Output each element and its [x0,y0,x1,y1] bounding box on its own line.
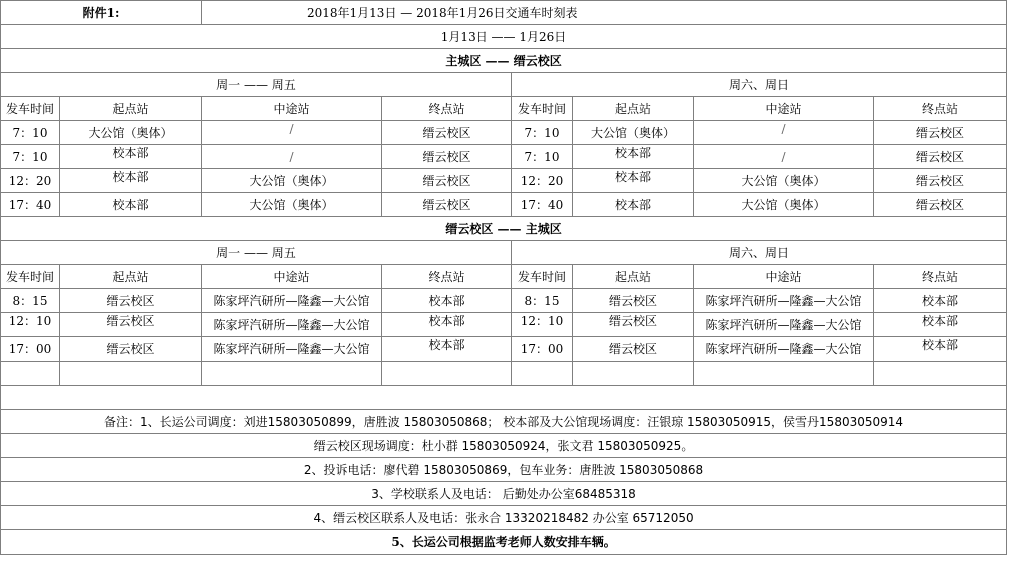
header-via-station: 中途站 [202,97,382,121]
end-station: 校本部 [382,337,512,362]
page-title: 2018年1月13日 — 2018年1月26日交通车时刻表 [202,1,1007,25]
departure-time: 12：10 [1,313,60,337]
table-row [1,169,1007,193]
note-1-continued: 缙云校区现场调度：杜小群 15803050924，张文君 15803050925。 [1,434,1007,458]
header-departure-time: 发车时间 [1,265,60,289]
via-station: 陈家坪汽研所—隆鑫—大公馆 [202,337,382,362]
note-2: 2、投诉电话：廖代碧 15803050869，包车业务：唐胜波 15803050868 [1,458,1007,482]
departure-time: 7：10 [512,121,573,145]
departure-time: 12：10 [512,313,573,337]
end-station: 校本部 [382,289,512,313]
departure-time: 7：10 [1,145,60,169]
date-range: 1月13日 —— 1月26日 [1,25,1007,49]
via-station: / [694,121,874,145]
end-station: 校本部 [874,337,1007,362]
table-row-empty [1,362,1007,386]
departure-time: 7：10 [512,145,573,169]
departure-time: 17：40 [512,193,573,217]
header-via-station: 中途站 [694,97,874,121]
header-start-station: 起点站 [573,97,694,121]
end-station: 缙云校区 [874,121,1007,145]
header-departure-time: 发车时间 [512,265,573,289]
header-departure-time: 发车时间 [512,97,573,121]
end-station: 校本部 [874,313,1007,337]
via-station: 陈家坪汽研所—隆鑫—大公馆 [202,289,382,313]
end-station: 缙云校区 [382,121,512,145]
weekday-label: 周一 —— 周五 [1,241,512,265]
start-station: 缙云校区 [60,313,202,337]
weekend-label: 周六、周日 [512,241,1007,265]
note-1: 备注：1、长运公司调度：刘进15803050899，唐胜波 15803050868； 校本部及大公馆现场调度：汪银琼 15803050915，侯雪丹15803050914 [1,410,1007,434]
via-station: 陈家坪汽研所—隆鑫—大公馆 [202,313,382,337]
end-station: 缙云校区 [382,169,512,193]
header-start-station: 起点站 [573,265,694,289]
start-station: 校本部 [573,169,694,193]
header-end-station: 终点站 [382,265,512,289]
via-station: 陈家坪汽研所—隆鑫—大公馆 [694,289,874,313]
end-station: 缙云校区 [874,145,1007,169]
header-via-station: 中途站 [694,265,874,289]
table-row [1,145,1007,169]
header-start-station: 起点站 [60,97,202,121]
departure-time: 7：10 [1,121,60,145]
start-station: 校本部 [60,145,202,169]
section-title-jinyun-to-city: 缙云校区 —— 主城区 [1,217,1007,241]
end-station: 校本部 [382,313,512,337]
section-title-city-to-jinyun: 主城区 —— 缙云校区 [1,49,1007,73]
table-row [1,337,1007,362]
end-station: 校本部 [874,289,1007,313]
via-station: 大公馆（奥体） [202,169,382,193]
start-station: 大公馆（奥体） [60,121,202,145]
start-station: 缙云校区 [573,313,694,337]
end-station: 缙云校区 [874,193,1007,217]
departure-time: 17：00 [512,337,573,362]
via-station: 大公馆（奥体） [694,193,874,217]
table-row [1,289,1007,313]
departure-time: 17：00 [1,337,60,362]
table-row [1,193,1007,217]
header-departure-time: 发车时间 [1,97,60,121]
attachment-label: 附件1: [1,1,202,25]
via-station: / [694,145,874,169]
start-station: 缙云校区 [60,289,202,313]
header-start-station: 起点站 [60,265,202,289]
start-station: 缙云校区 [60,337,202,362]
start-station: 校本部 [60,169,202,193]
start-station: 缙云校区 [573,337,694,362]
departure-time: 12：20 [1,169,60,193]
table-row [1,313,1007,337]
weekday-label: 周一 —— 周五 [1,73,512,97]
table-row [1,121,1007,145]
end-station: 缙云校区 [382,193,512,217]
start-station: 校本部 [60,193,202,217]
header-end-station: 终点站 [874,97,1007,121]
end-station: 缙云校区 [874,169,1007,193]
note-4: 4、缙云校区联系人及电话：张永合 13320218482 办公室 65712050 [1,506,1007,530]
via-station: 大公馆（奥体） [202,193,382,217]
note-3: 3、学校联系人及电话： 后勤处办公室68485318 [1,482,1007,506]
via-station: 大公馆（奥体） [694,169,874,193]
header-via-station: 中途站 [202,265,382,289]
end-station: 缙云校区 [382,145,512,169]
header-end-station: 终点站 [382,97,512,121]
header-end-station: 终点站 [874,265,1007,289]
weekend-label: 周六、周日 [512,73,1007,97]
departure-time: 8：15 [512,289,573,313]
start-station: 大公馆（奥体） [573,121,694,145]
note-5: 5、长运公司根据监考老师人数安排车辆。 [1,530,1007,555]
via-station: 陈家坪汽研所—隆鑫—大公馆 [694,337,874,362]
table-row-empty [1,386,1007,410]
departure-time: 12：20 [512,169,573,193]
start-station: 缙云校区 [573,289,694,313]
via-station: / [202,121,382,145]
departure-time: 17：40 [1,193,60,217]
departure-time: 8：15 [1,289,60,313]
via-station: 陈家坪汽研所—隆鑫—大公馆 [694,313,874,337]
via-station: / [202,145,382,169]
start-station: 校本部 [573,145,694,169]
start-station: 校本部 [573,193,694,217]
